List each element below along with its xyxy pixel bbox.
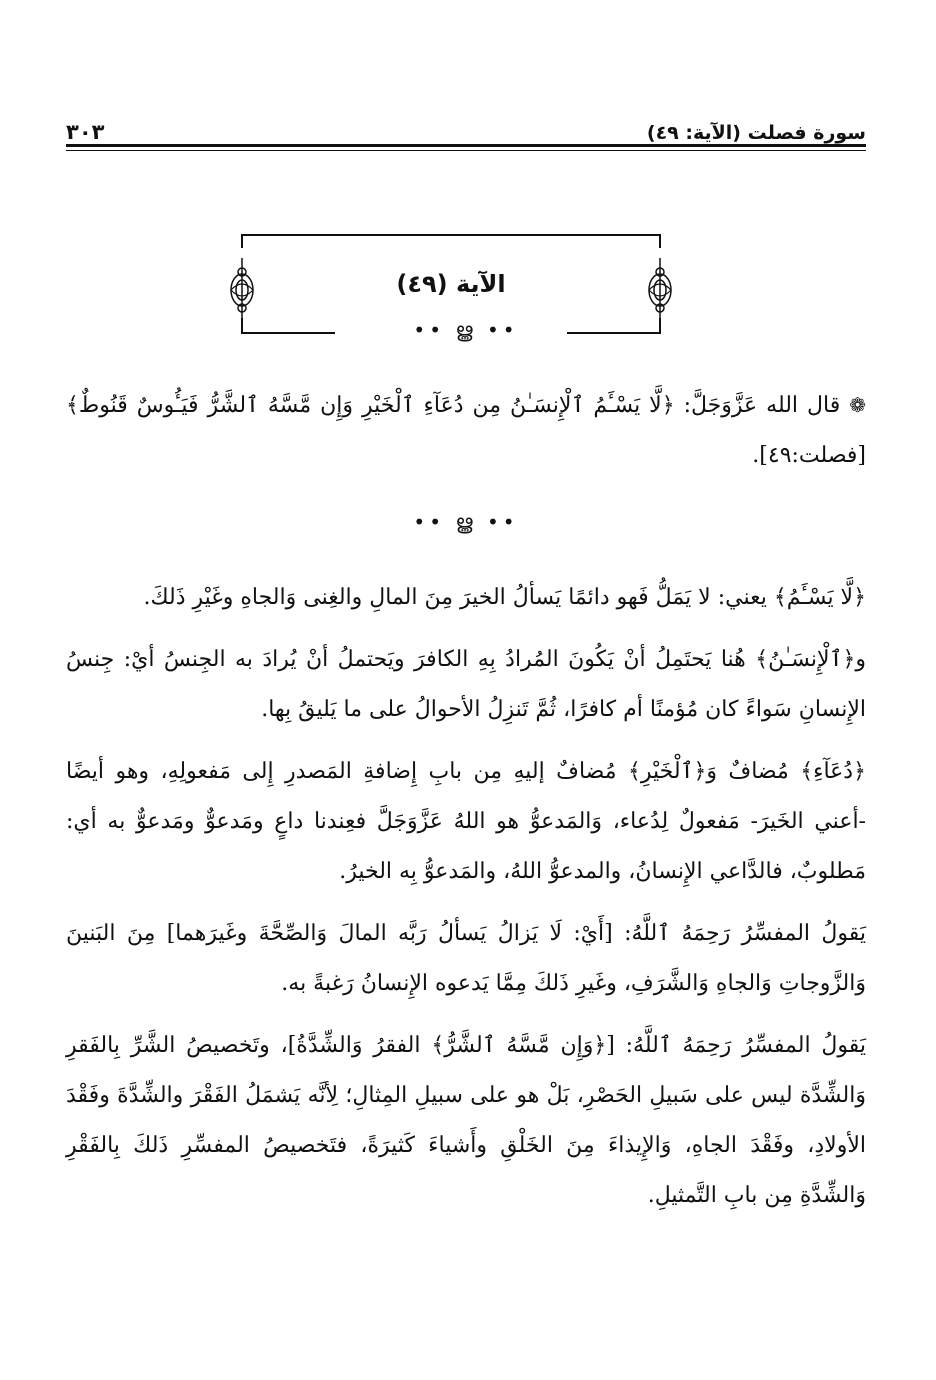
divider-ornament: •• ൠ •• <box>413 510 519 534</box>
header-rule-thin <box>66 150 866 151</box>
quote-text: قال الله عَزَّوَجَلَّ: ﴿لَّا يَسْـَٔمُ ٱلْإِنسَـٰنُ مِن دُعَآءِ ٱلْخَيْرِ وَإِن مَّسَّهُ ٱلشَّرُّ فَيَـُٔوسٌ قَنُوطٌ﴾ [فصلت:٤٩]. <box>66 393 866 468</box>
divider-ornament: •• ൠ •• <box>413 318 519 342</box>
paragraph: و﴿ٱلْإِنسَـٰنُ﴾ هُنا يَحتَمِلُ أنْ يَكُونَ المُرادُ بِهِ الكافرَ ويَحتملُ أنْ يُرادَ به الجِنسُ أيْ: جِنسُ الإِنسانِ سَواءً كان مُؤمنًا أم كافرًا، ثُمَّ تَنزِلُ الأحوالُ على ما يَليقُ بِها. <box>66 647 866 722</box>
frame-top-line <box>241 234 661 236</box>
flower-icon: ❁ <box>849 393 866 417</box>
paragraph: يَقولُ المفسِّرُ رَحِمَهُ ٱللَّهُ: [﴿وَإِن مَّسَّهُ ٱلشَّرُّ﴾ الفقرُ وَالشِّدَّةُ]، وتَخصيصُ الشَّرِّ بِالفَقرِ وَالشِّدَّة ليس على سَبيلِ الحَصْرِ، بَلْ هو على سبيلِ المِثالِ؛ لِأنَّه يَشمَلُ الفَقْرَ والشِّدَّةَ وفَقْدَ الأولادِ، وفَقْدَ الجاهِ، وَالإِيذاءَ مِنَ الخَلْقِ وأَشياءَ كَثيرَةً، فتَخصيصُ المفسِّرِ ذَلكَ بِالفَقْرِ وَالشِّدَّةِ مِن بابِ التَّمثيلِ. <box>66 1033 866 1208</box>
quran-quote <box>66 380 866 481</box>
verse-title: الآية (٤٩) <box>396 270 506 298</box>
book-page <box>66 0 866 1380</box>
frame-corner-left <box>241 234 243 248</box>
paragraph: ﴿لَّا يَسْـَٔمُ﴾ يعني: لا يَمَلُّ فَهو دائمًا يَسألُ الخيرَ مِنَ المالِ والغِنى وَالجاهِ وغَيْرِ ذَلكَ. <box>143 585 866 610</box>
header-rule <box>66 144 866 147</box>
running-header <box>66 108 866 144</box>
frame-corner-right <box>659 234 661 248</box>
page-number: ٣٠٣ <box>66 120 105 144</box>
paragraph: يَقولُ المفسِّرُ رَحِمَهُ ٱللَّهُ: [أَيْ: لَا يَزالُ يَسألُ رَبَّه المالَ وَالصِّحَّةَ وغَيرَهما] مِنَ البَنينَ وَالزَّوجاتِ وَالجاهِ وَالشَّرَفِ، وغَيرِ ذَلكَ مِمَّا يَدعوه الإِنسانُ رَغبةً به. <box>66 921 866 996</box>
running-title: سورة فصلت (الآية: ٤٩) <box>646 122 866 144</box>
paragraph: ﴿دُعَآءِ﴾ مُضافٌ وَ﴿ٱلْخَيْرِ﴾ مُضافٌ إليهِ مِن بابِ إِضافةِ المَصدرِ إِلى مَفعولِهِ، وهو أيضًا -أعني الخَيرَ- مَفعولٌ لِدُعاء، وَالمَدعوُّ هو اللهُ عَزَّوَجَلَّ فعِندنا داعٍ ومَدعوٌّ ومَدعوٌّ به أي: مَطلوبٌ، فالدَّاعي الإِنسانُ، والمدعوُّ اللهُ، والمَدعوُّ بِه الخيرُ. <box>66 759 866 884</box>
body-text <box>66 380 866 1221</box>
